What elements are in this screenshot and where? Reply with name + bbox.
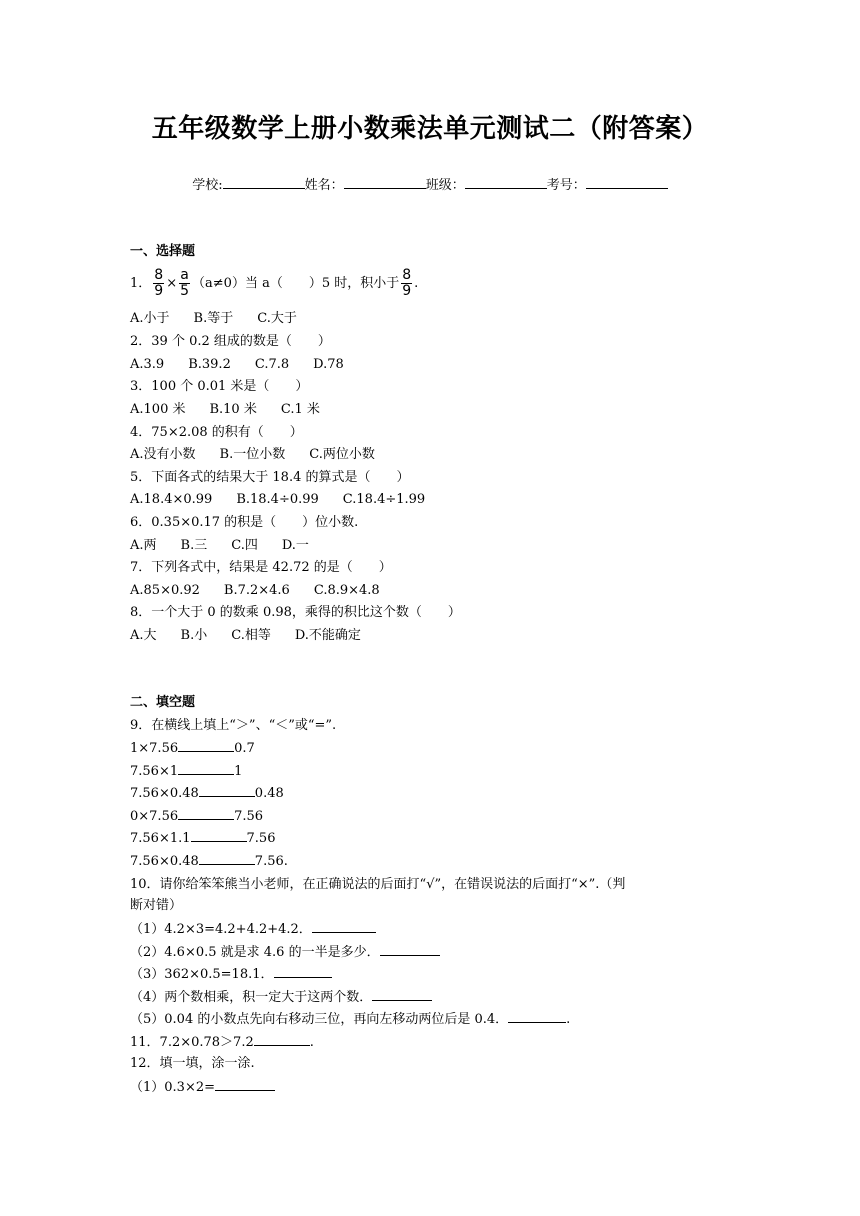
option-c[interactable]: C.7.8 [254,357,290,372]
q9-right: 1 [234,764,243,779]
answer-blank[interactable] [380,943,440,956]
q4-options [130,446,399,464]
answer-blank[interactable] [178,807,234,820]
option-a[interactable]: A.大 [130,628,157,643]
q10-item [130,988,432,1007]
q3-options [130,401,344,419]
q10-item [130,965,332,984]
q11-end: . [309,1035,314,1050]
option-a[interactable]: A.18.4×0.99 [130,492,213,507]
times-sign: × [166,276,178,291]
q9-left: 7.56×0.48 [130,854,199,869]
q6-options [130,537,333,555]
answer-blank[interactable] [372,988,432,1001]
name-blank[interactable] [344,176,426,189]
question-12: 12．填一填，涂一涂. [130,1056,255,1071]
student-info-line [0,176,860,195]
answer-blank[interactable] [508,1010,566,1023]
q1-fraction-3 [401,268,412,299]
answer-blank[interactable] [199,852,255,865]
option-b[interactable]: B.三 [180,538,208,553]
q10-item-text: （3）362×0.5=18.1． [130,967,274,982]
number-blank[interactable] [586,176,668,189]
option-a[interactable]: A.没有小数 [130,447,196,462]
q1-end: . [414,276,419,291]
question-7: 7．下列各式中，结果是 42.72 的是（ ） [130,560,392,575]
q2-options [130,356,368,374]
option-b[interactable]: B.一位小数 [219,447,286,462]
q9-left: 1×7.56 [130,741,179,756]
fraction-numerator: a [180,267,189,283]
answer-blank[interactable] [178,762,234,775]
answer-blank[interactable] [191,829,247,842]
q9-item [130,739,255,758]
fraction-denominator: 9 [154,283,164,299]
section-heading-fill: 二、填空题 [130,695,196,710]
option-c[interactable]: C.8.9×4.8 [313,583,380,598]
question-6: 6．0.35×0.17 的积是（ ）位小数. [130,515,359,530]
class-blank[interactable] [465,176,547,189]
q12-sub-1 [130,1078,275,1097]
q9-item [130,852,288,871]
option-a[interactable]: A.85×0.92 [130,583,200,598]
option-c[interactable]: C.两位小数 [309,447,375,462]
question-3: 3．100 个 0.01 米是（ ） [130,379,309,394]
option-c[interactable]: C.相等 [231,628,271,643]
q1-middle-text: （a≠0）当 a（ ）5 时，积小于 [192,276,400,291]
option-b[interactable]: B.7.2×4.6 [223,583,290,598]
question-4: 4．75×2.08 的积有（ ） [130,425,303,440]
option-a[interactable]: A.小于 [130,311,170,326]
q8-options [130,627,385,645]
option-d[interactable]: D.不能确定 [294,628,361,643]
question-8: 8．一个大于 0 的数乘 0.98，乘得的积比这个数（ ） [130,605,461,620]
page-title: 五年级数学上册小数乘法单元测试二（附答案） [151,114,709,144]
answer-blank[interactable] [254,1033,310,1046]
answer-blank[interactable] [312,920,376,933]
answer-blank[interactable] [178,739,234,752]
answer-blank[interactable] [274,965,332,978]
q9-right: 0.48 [254,786,284,801]
fraction-denominator: 9 [402,283,412,299]
q10-item [130,1010,570,1029]
option-a[interactable]: A.3.9 [130,357,165,372]
q10-item-text: （1）4.2×3=4.2+4.2+4.2． [130,922,312,937]
q11-text: 11．7.2×0.78＞7.2 [130,1035,254,1050]
q9-left: 7.56×0.48 [130,786,199,801]
fraction-numerator: 8 [154,267,164,283]
answer-blank[interactable] [199,784,255,797]
q10-item-text: （2）4.6×0.5 就是求 4.6 的一半是多少． [130,945,380,960]
q7-options [130,582,404,600]
q9-left: 0×7.56 [130,809,179,824]
option-b[interactable]: B.39.2 [188,357,231,372]
option-c[interactable]: C.大于 [257,311,297,326]
q10-item-text: （4）两个数相乘，积一定大于这两个数． [130,990,373,1005]
q1-fraction-2 [179,268,190,299]
option-b[interactable]: B.10 米 [209,402,257,417]
q1-fraction-1 [153,268,164,299]
q1-number: 1． [130,276,152,291]
question-9: 9．在横线上填上“＞”、“＜”或“=”. [130,718,337,733]
fraction-numerator: 8 [402,267,412,283]
option-c[interactable]: C.四 [231,538,258,553]
q9-right: 7.56. [254,854,288,869]
question-5: 5．下面各式的结果大于 18.4 的算式是（ ） [130,470,410,485]
q9-right: 7.56 [246,831,276,846]
class-label: 班级： [425,178,465,193]
q9-item [130,807,263,826]
question-10-cont: 断对错） [130,898,183,913]
school-blank[interactable] [223,176,305,189]
option-b[interactable]: B.小 [180,628,208,643]
q10-item [130,943,440,962]
question-10: 10．请你给笨笨熊当小老师，在正确说法的后面打“√”，在错误说法的后面打“×”.（判 [130,877,626,892]
q10-item-text: （5）0.04 的小数点先向右移动三位，再向左移动两位后是 0.4． [130,1012,509,1027]
option-b[interactable]: B.18.4÷0.99 [236,492,319,507]
section-heading-choice: 一、选择题 [130,244,196,259]
q12-sub1-text: （1）0.3×2= [130,1080,216,1095]
q9-right: 7.56 [234,809,264,824]
school-label: 学校: [192,178,223,193]
name-label: 姓名： [304,178,344,193]
q9-item [130,829,275,848]
question-2: 2．39 个 0.2 组成的数是（ ） [130,334,331,349]
option-a[interactable]: A.100 米 [130,402,186,417]
fraction-denominator: 5 [180,283,190,299]
q5-options [130,491,449,509]
option-a[interactable]: A.两 [130,538,157,553]
option-c[interactable]: C.18.4÷1.99 [342,492,426,507]
q9-item [130,762,242,781]
q10-item-end: . [566,1012,571,1027]
number-label: 考号： [546,178,586,193]
q1-options [130,310,321,328]
q9-right: 0.7 [234,741,255,756]
option-d[interactable]: D.78 [313,357,344,372]
q10-item [130,920,376,939]
option-c[interactable]: C.1 米 [280,402,320,417]
option-d[interactable]: D.一 [281,538,309,553]
q9-left: 7.56×1 [130,764,179,779]
question-1 [130,266,418,302]
q9-item [130,784,284,803]
q9-left: 7.56×1.1 [130,831,191,846]
answer-blank[interactable] [215,1078,275,1091]
question-11 [130,1033,314,1052]
option-b[interactable]: B.等于 [193,311,234,326]
